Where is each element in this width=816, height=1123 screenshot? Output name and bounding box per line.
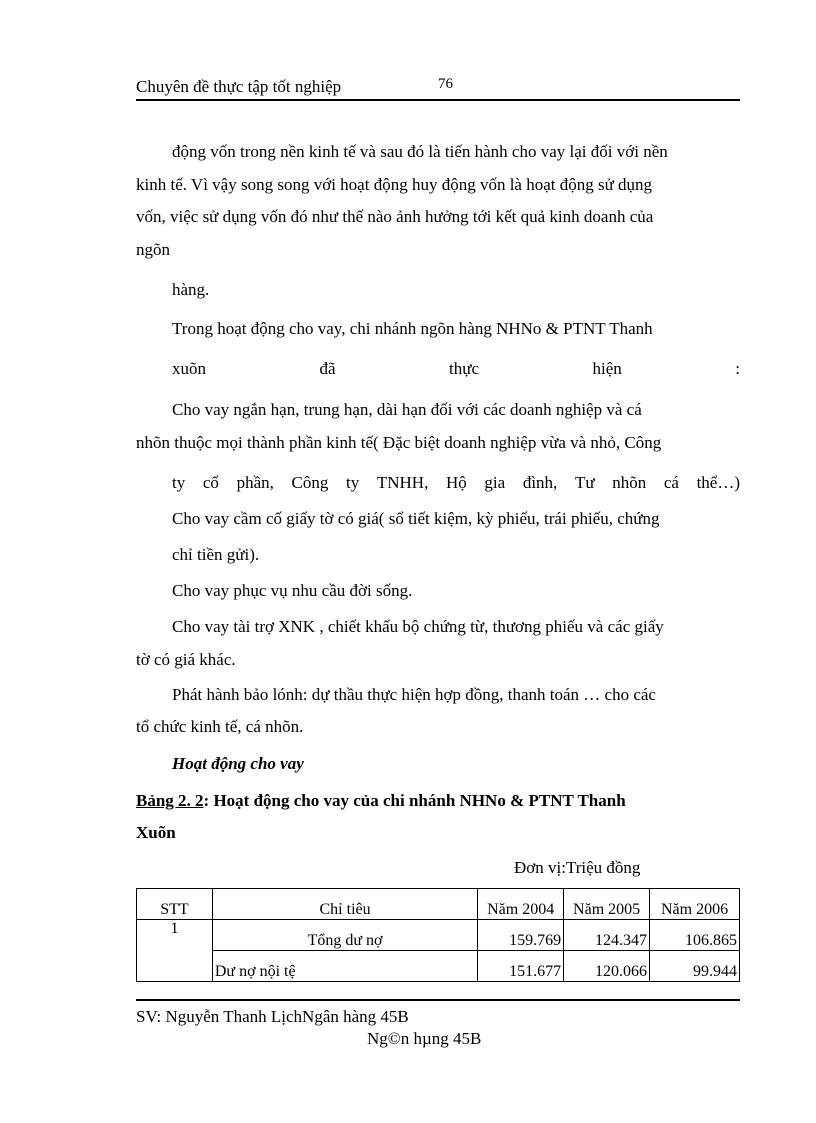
table-unit: Đơn vị:Triệu đồng [514,858,641,877]
row-value-2006: 106.865 [650,920,740,951]
item1-word: ty [345,473,360,492]
page-number: 76 [438,76,453,92]
item1-word: ty [172,473,186,492]
para1-end: hàng. [172,280,210,299]
footer-student: SV: Nguyễn Thanh LịchNgân hàng 45B [136,1007,409,1026]
item4-line1: Cho vay tài trợ XNK , chiết khấu bộ chứng từ, thương phiếu và các giấy [172,617,664,636]
header-stt: STT [137,889,213,920]
para1-line2: kinh tế. Vì vậy song song với hoạt động huy động vốn là hoạt động sử dụng [136,175,653,194]
item1-word: Hộ [445,473,467,492]
row-label: Dư nợ nội tệ [212,951,477,982]
row-stt: 1 [137,920,213,982]
para1-line3: vốn, việc sử dụng vốn đó như thế nào ảnh hưởng tới kết quả kinh doanh của [136,207,654,226]
item3: Cho vay phục vụ nhu cầu đời sống. [172,581,413,600]
lending-table [136,888,740,982]
para2-line2 [172,359,740,379]
item1-word: cổ [202,473,219,492]
header-2006: Năm 2006 [650,889,740,920]
row-label: Tổng dư nợ [212,920,477,951]
footer-rule [136,999,740,1001]
item5-line2: tổ chức kinh tế, cá nhõn. [136,717,304,736]
para2-word: đã [319,359,336,378]
table-caption-label: Bảng 2. 2 [136,791,204,810]
item2-line1: Cho vay cầm cố giấy tờ có giá( sổ tiết kiệm, kỳ phiếu, trái phiếu, chứng [172,509,660,528]
table-row [137,920,740,951]
item1-word: đình, [522,473,558,492]
header-rule [136,99,740,101]
table-header-row [137,889,740,920]
para2-word: thực [449,359,479,378]
item5-line1: Phát hành bảo lónh: dự thầu thực hiện hợp đồng, thanh toán … cho các [172,685,656,704]
row-value-2004: 151.677 [478,951,564,982]
table-caption-text: : Hoạt động cho vay của chi nhánh NHNo & PTNT Thanh [203,791,626,810]
item1-word: Tư [574,473,595,492]
header-2005: Năm 2005 [564,889,650,920]
table-caption-line2: Xuõn [136,823,176,842]
item1-word: TNHH, [376,473,429,492]
item1-line1: Cho vay ngắn hạn, trung hạn, dài hạn đối với các doanh nghiệp và cá [172,400,642,419]
para2-word: : [735,359,740,378]
item1-word: phần, [236,473,274,492]
item1-line3 [172,473,740,493]
footer-class: Ng©n hµng 45B [367,1029,482,1048]
para2-line1: Trong hoạt động cho vay, chi nhánh ngõn hàng NHNo & PTNT Thanh [172,319,653,338]
header-indicator: Chỉ tiêu [212,889,477,920]
para1-line1: động vốn trong nền kinh tế và sau đó là tiến hành cho vay lại đối với nền [172,142,668,161]
header-2004: Năm 2004 [478,889,564,920]
item1-word: thể…) [696,473,740,492]
para2-word: xuõn [172,359,206,378]
table-caption [136,791,626,811]
item1-word: nhõn [612,473,647,492]
section-heading: Hoạt động cho vay [172,754,304,773]
row-value-2005: 120.066 [564,951,650,982]
item1-word: gia [484,473,506,492]
para2-word: hiện [592,359,622,378]
table-row [137,951,740,982]
running-header-title: Chuyên đề thực tập tốt nghiệp [136,77,342,96]
item1-word: cá [663,473,679,492]
item1-word: Công [291,473,329,492]
row-value-2006: 99.944 [650,951,740,982]
item2-line2: chỉ tiền gửi). [172,545,260,564]
item1-line2: nhõn thuộc mọi thành phần kinh tế( Đặc biệt doanh nghiệp vừa và nhỏ, Công [136,433,662,452]
para1-line4: ngõn [136,240,170,259]
row-value-2005: 124.347 [564,920,650,951]
item4-line2: tờ có giá khác. [136,650,236,669]
row-value-2004: 159.769 [478,920,564,951]
